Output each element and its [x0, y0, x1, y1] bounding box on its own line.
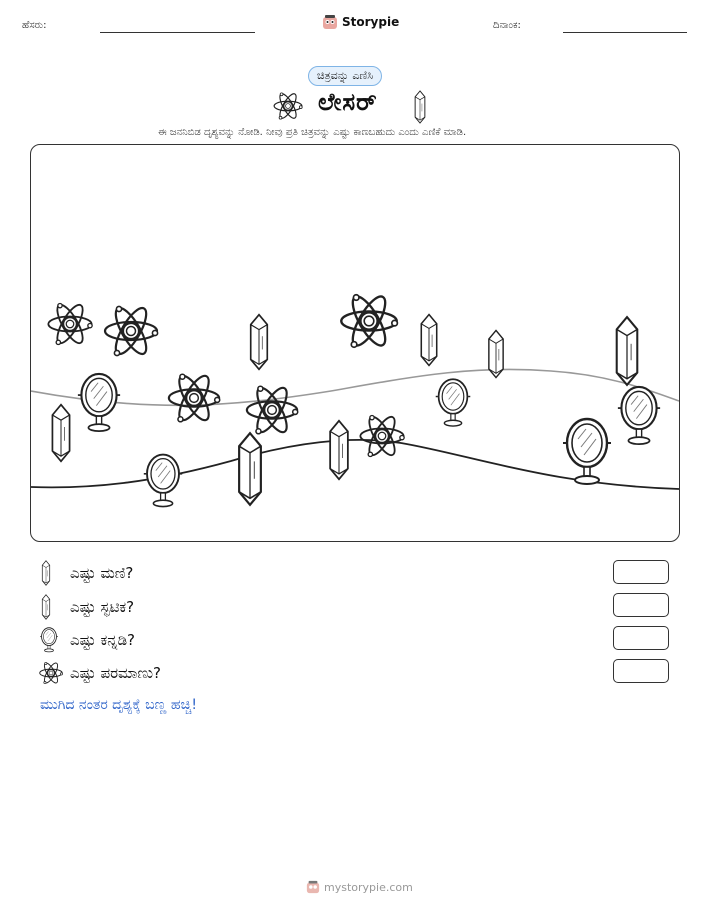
- footer-url: mystorypie.com: [324, 880, 413, 894]
- color-instruction: ಮುಗಿದ ನಂತರ ದೃಶ್ಯಕ್ಕೆ ಬಣ್ಣ ಹಚ್ಚಿ!: [40, 697, 198, 713]
- scene-box: [30, 144, 680, 542]
- question-atom: [38, 660, 161, 686]
- crystal-icon: [489, 330, 503, 377]
- crystal-icon: [330, 421, 348, 479]
- answer-box-mirror[interactable]: [613, 626, 669, 650]
- back-hill-line: [31, 369, 679, 405]
- mirror-icon: [436, 379, 471, 426]
- mirror-icon: [38, 627, 60, 653]
- name-label: ಹೆಸರು:: [22, 20, 47, 31]
- instruction-text: ಈ ಜನನಿಬಿಡ ದೃಶ್ಯವನ್ನು ನೋಡಿ. ನೀವು ಪ್ರತಿ ಚಿತ್ರವನ್ನು ಎಷ್ಟು ಕಾಣಬಹುದು ಎಂದು ಎಣಿಕೆ ಮಾಡಿ.: [158, 127, 467, 138]
- title-crystal-icon: [413, 90, 427, 124]
- date-line[interactable]: [563, 32, 687, 33]
- mirror-icon: [144, 455, 182, 507]
- crystal-icon: [421, 315, 436, 366]
- question-text: ಎಷ್ಟು ಸ್ಫಟಿಕ?: [70, 598, 135, 616]
- storypie-logo-icon: [322, 14, 338, 30]
- atom-icon: [247, 384, 298, 436]
- scene-illustration: [31, 145, 679, 541]
- brand-logo: [322, 14, 399, 30]
- atom-icon: [38, 660, 64, 686]
- question-text: ಎಷ್ಟು ಕನ್ನಡಿ?: [70, 631, 135, 649]
- storypie-logo-icon: [306, 880, 320, 894]
- answer-box-atom[interactable]: [613, 659, 669, 683]
- question-crystal: [38, 594, 134, 620]
- question-mirror: [38, 627, 135, 653]
- count-picture-tag: ಚಿತ್ರವನ್ನು ಎಣಿಸಿ: [308, 66, 382, 86]
- question-text: ಎಷ್ಟು ಮಣಿ?: [70, 564, 134, 582]
- crystal-icon: [239, 433, 261, 505]
- atom-icon: [105, 304, 158, 358]
- crystal-icon: [251, 315, 268, 370]
- crystal-icon: [52, 405, 69, 462]
- answer-box-crystal[interactable]: [613, 593, 669, 617]
- brand-name: Storypie: [342, 15, 400, 29]
- crystal-icon: [38, 594, 54, 620]
- gem-icon: [38, 560, 54, 586]
- atom-icon: [169, 372, 220, 424]
- name-line[interactable]: [100, 32, 255, 33]
- mirror-icon: [563, 419, 611, 484]
- atom-icon: [360, 413, 404, 458]
- mirror-icon: [78, 374, 120, 431]
- atom-icon: [48, 301, 92, 346]
- question-text: ಎಷ್ಟು ಪರಮಾಣು?: [70, 664, 161, 682]
- mirror-icon: [618, 387, 660, 444]
- answer-box-gem[interactable]: [613, 560, 669, 584]
- date-label: ದಿನಾಂಕ:: [493, 20, 521, 31]
- footer: [306, 880, 413, 894]
- crystal-icon: [617, 317, 638, 385]
- page-title: ಲೇಸರ್: [318, 88, 378, 116]
- question-gem: [38, 560, 133, 586]
- atom-icon: [341, 292, 397, 350]
- title-atom-icon: [272, 90, 304, 122]
